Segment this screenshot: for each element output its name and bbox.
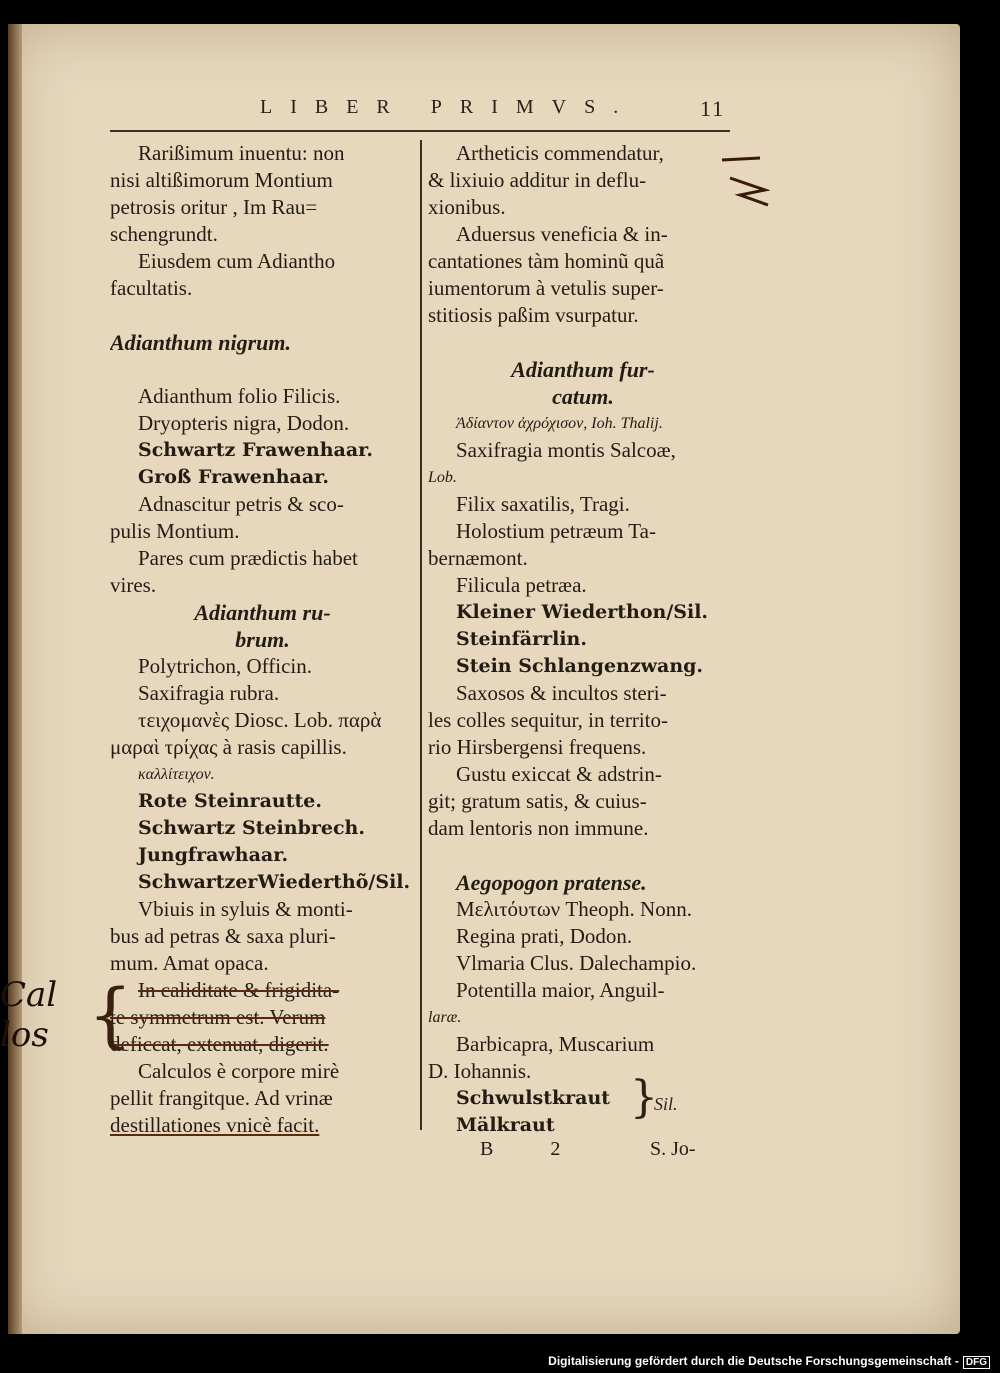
text-line: Kleiner Wiederthon/Sil. xyxy=(456,601,709,623)
text-line: Adianthum folio Filicis. xyxy=(138,384,341,408)
text-line: dam lentoris non immune. xyxy=(428,816,649,840)
text-line: Rarißimum inuentu: non xyxy=(138,141,345,165)
running-title: LIBER PRIMVS. xyxy=(260,96,637,118)
text-line xyxy=(110,356,415,383)
text-line: Lob. xyxy=(428,469,457,486)
text-line: Polytrichon, Officin. xyxy=(138,654,313,678)
text-line: brum. xyxy=(235,627,290,652)
text-line: Barbicapra, Muscarium xyxy=(456,1032,655,1056)
text-line: schengrundt. xyxy=(110,222,218,246)
digitization-credit xyxy=(548,1354,990,1369)
text-line: Saxifragia rubra. xyxy=(138,681,280,705)
text-line: Adnascitur petris & sco- xyxy=(138,492,344,516)
text-line: Saxosos & incultos steri- xyxy=(456,681,667,705)
text-line: vires. xyxy=(110,573,157,597)
text-line: Mälkraut xyxy=(456,1114,555,1136)
text-line: Groß Frawenhaar. xyxy=(138,466,330,488)
text-line: cantationes tàm hominũ quã xyxy=(428,249,665,273)
text-line: Saxifragia montis Salcoæ, xyxy=(456,438,676,462)
text-line: Ἀδίαντον ἀχρόχισον, Ioh. Thalij. xyxy=(456,415,663,432)
text-line: Holostium petræum Ta- xyxy=(456,519,656,543)
text-line: μαραὶ τρίχας à rasis capillis. xyxy=(110,735,347,759)
text-line: laræ. xyxy=(428,1009,462,1026)
text-line: Adianthum nigrum. xyxy=(110,330,291,355)
catchword: S. Jo- xyxy=(650,1138,696,1160)
text-line: bernæmont. xyxy=(428,546,528,570)
text-line: git; gratum satis, & cuius- xyxy=(428,789,647,813)
column-divider xyxy=(420,140,422,1130)
text-line: Vlmaria Clus. Dalechampio. xyxy=(456,951,697,975)
page-number: 11 xyxy=(700,96,726,121)
text-line: Steinfärrlin. xyxy=(456,628,587,650)
text-line: Vbiuis in syluis & monti- xyxy=(138,897,353,921)
text-line xyxy=(428,329,738,356)
text-line: & lixiuio additur in deflu- xyxy=(428,168,647,192)
handwritten-brace: { xyxy=(88,974,133,1056)
text-line: facultatis. xyxy=(110,276,193,300)
text-line: Gustu exiccat & adstrin- xyxy=(456,762,662,786)
text-line: Rote Steinrautte. xyxy=(138,790,322,812)
sil-note: Sil. xyxy=(654,1094,678,1114)
text-line: petrosis oritur , Im Rau= xyxy=(110,195,318,219)
text-line: Artheticis commendatur, xyxy=(456,141,664,165)
text-line: Calculos è corpore mirè xyxy=(138,1059,340,1083)
text-line: Schwartz Frawenhaar. xyxy=(138,439,374,461)
text-line: καλλίτειχον. xyxy=(138,766,215,783)
text-line: Regina prati, Dodon. xyxy=(456,924,633,948)
signature-mark: B 2 xyxy=(480,1138,587,1160)
text-line: catum. xyxy=(552,384,614,409)
text-line: stitiosis paßim vsurpatur. xyxy=(428,303,639,327)
text-line: D. Iohannis. xyxy=(428,1059,532,1083)
text-line: Filix saxatilis, Tragi. xyxy=(456,492,630,516)
text-line: bus ad petras & saxa pluri- xyxy=(110,924,336,948)
text-line: Adianthum fur- xyxy=(511,357,655,382)
text-line: Schwulstkraut xyxy=(456,1087,611,1109)
text-line: Pares cum prædictis habet xyxy=(138,546,358,570)
text-line: xionibus. xyxy=(428,195,506,219)
text-line: rio Hirsbergensi frequens. xyxy=(428,735,647,759)
brace-mark: } xyxy=(630,1072,658,1123)
text-line: Aduersus veneficia & in- xyxy=(456,222,668,246)
text-line: deficcat, extenuat, digerit. xyxy=(110,1032,329,1056)
text-line: Eiusdem cum Adiantho xyxy=(138,249,336,273)
text-line: nisi altißimorum Montium xyxy=(110,168,333,192)
text-line xyxy=(110,302,415,329)
text-line: Jungfrawhaar. xyxy=(138,844,289,866)
text-line: τειχομανὲς Diosc. Lob. παρὰ xyxy=(138,708,382,732)
page-edge xyxy=(8,24,22,1334)
text-line: Stein Schlangenzwang. xyxy=(456,655,704,677)
text-line: Potentilla maior, Anguil- xyxy=(456,978,665,1002)
text-line: Schwartz Steinbrech. xyxy=(138,817,365,839)
text-line: te symmetrum est. Verum xyxy=(110,1005,326,1029)
left-column xyxy=(110,140,415,1139)
credit-text: Digitalisierung gefördert durch die Deutsche Forschungsgemeinschaft - xyxy=(548,1354,959,1368)
text-line: SchwartzerWiederthõ/Sil. xyxy=(138,871,411,893)
text-line: pellit frangitque. Ad vrinæ xyxy=(110,1086,333,1110)
header-rule xyxy=(110,130,730,132)
handwritten-margin-note: Cal los xyxy=(0,975,58,1055)
text-line: mum. Amat opaca. xyxy=(110,951,269,975)
text-line: Μελιτόυτων Theoph. Nonn. xyxy=(456,897,692,921)
text-line: iumentorum à vetulis super- xyxy=(428,276,664,300)
text-line: Dryopteris nigra, Dodon. xyxy=(138,411,350,435)
text-line: In caliditate & frigidita- xyxy=(138,978,340,1002)
text-line: Adianthum ru- xyxy=(194,600,331,625)
text-line: pulis Montium. xyxy=(110,519,240,543)
right-column xyxy=(428,140,738,1139)
text-line: Filicula petræa. xyxy=(456,573,587,597)
ink-stroke-mark xyxy=(720,150,770,210)
text-line: les colles sequitur, in territo- xyxy=(428,708,669,732)
dfg-logo: DFG xyxy=(963,1356,990,1369)
text-line: Aegopogon pratense. xyxy=(456,870,647,895)
text-line: destillationes vnicè facit. xyxy=(110,1113,320,1137)
text-line xyxy=(428,842,738,869)
